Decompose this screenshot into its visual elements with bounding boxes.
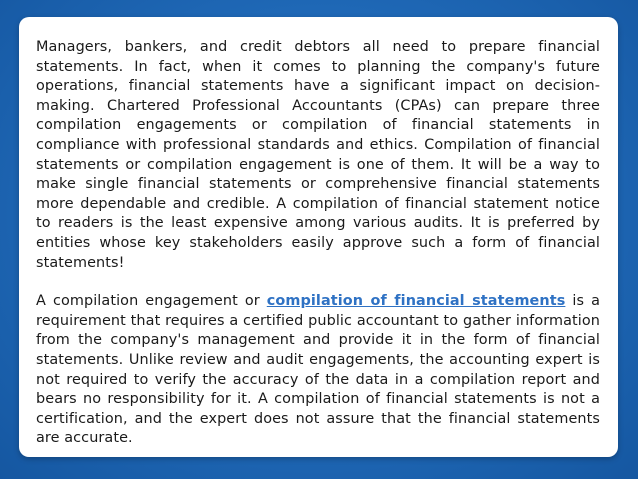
- content-card: [19, 17, 618, 457]
- compilation-link[interactable]: compilation of financial statements: [266, 293, 566, 310]
- definition-text-end: is a requirement that requires a certified public accountant to gather information from the company's management and provide it in the form of financial statements. Unlike review and audit engagements, the accounting expert is not required to verify the accuracy of the data in a compilation report and bears no responsibility for it. A compilation of financial statements is not a certification, and the expert does not assure that the financial statements are accurate.: [36, 293, 600, 447]
- definition-paragraph: [36, 292, 600, 449]
- definition-text-start: A compilation engagement or: [36, 293, 267, 310]
- intro-paragraph: Managers, bankers, and credit debtors all need to prepare financial statements. In fact, when it comes to planning the company's future operations, financial statements have a significant impact on decision-making. Chartered Professional Accountants (CPAs) can prepare three compilation engagements or compilation of financial statements in compliance with professional standards and ethics. Compilation of financial statements or compilation engagement is one of them. It will be a way to make single financial statements or comprehensive financial statements more dependable and credible. A compilation of financial statement notice to readers is the least expensive among various audits. It is preferred by entities whose key stakeholders easily approve such a form of financial statements!: [36, 39, 600, 271]
